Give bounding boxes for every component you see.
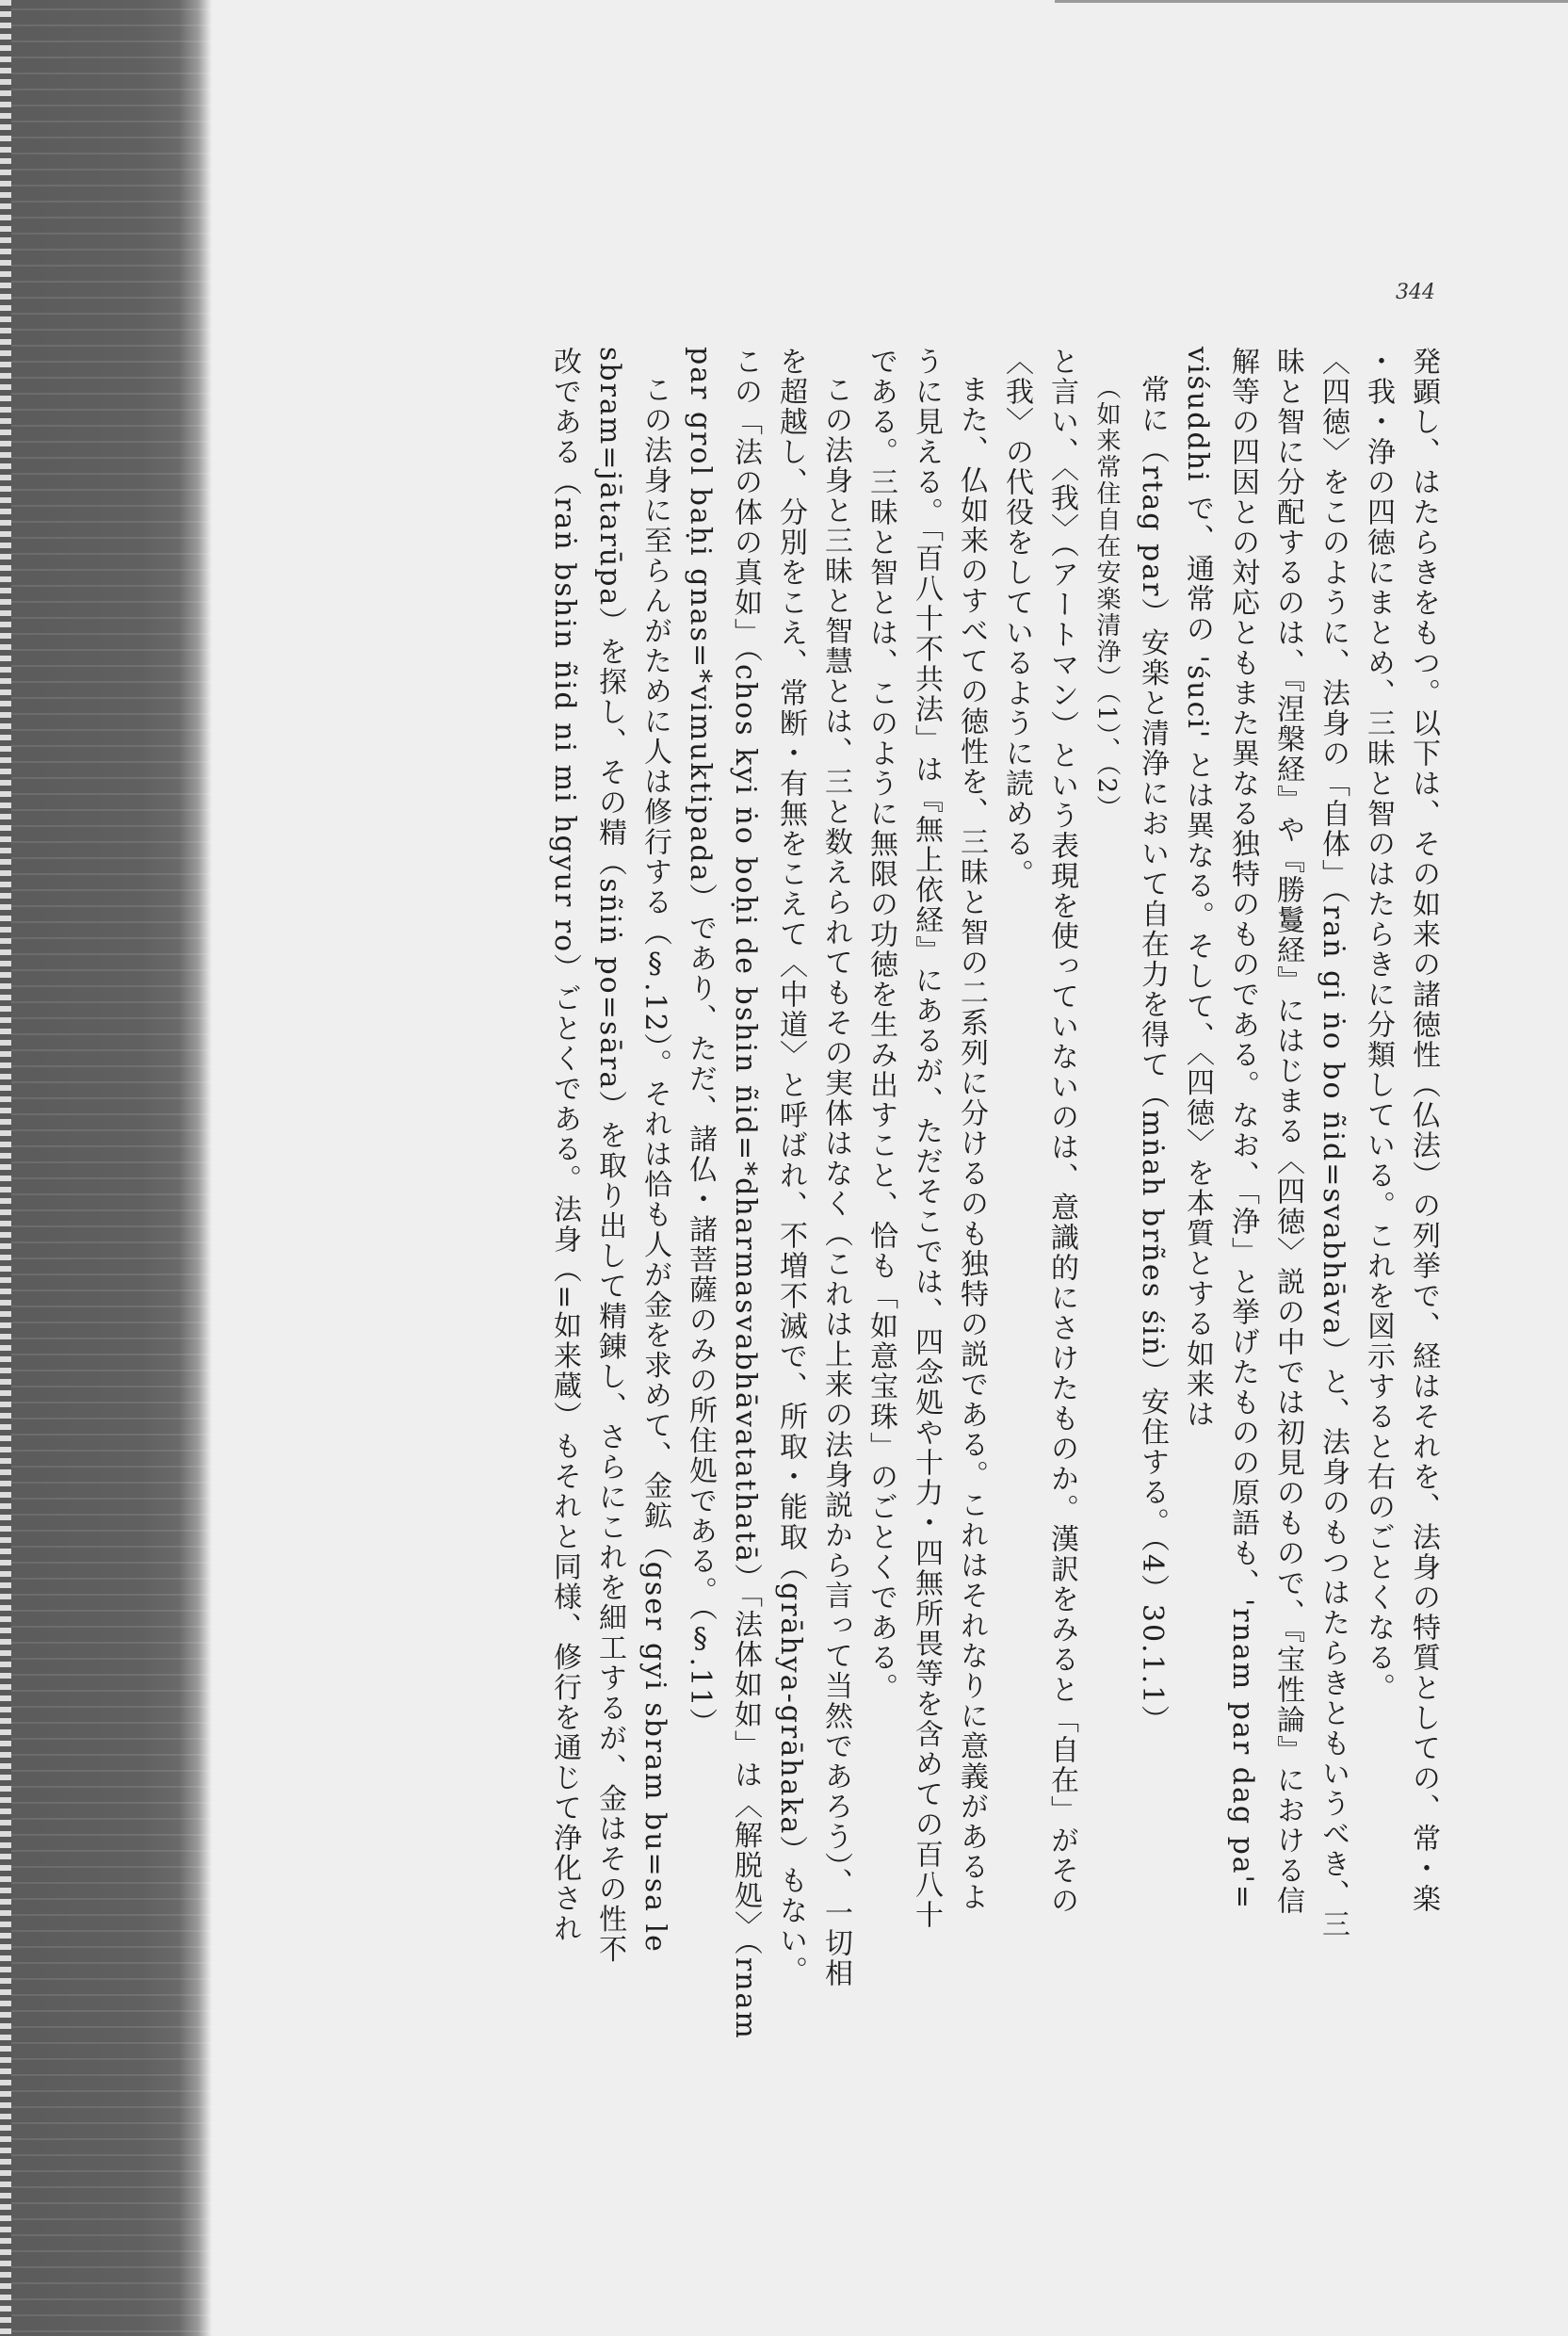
text-column: 〈我〉の代役をしているように読める。	[1000, 347, 1033, 889]
text-column: 解等の四因との対応ともまた異なる独特のものである。なお、「浄」と挙げたものの原語も、'rnam par dag pa'=	[1226, 347, 1259, 1911]
note-column: （如来常住自在安楽清浄）（1）、（2）	[1092, 375, 1121, 822]
text-column: うに見える。「百八十不共法」は『無上依経』にあるが、ただそこでは、四念処や十力・四無所畏等を含めての百八十	[910, 347, 943, 1930]
quoted-text-column: 常に（rtag par）安楽と清浄において自在力を得て（mṅah brñes śiṅ）安住する。（4）30.1.1）	[1136, 375, 1169, 1736]
text-column: と言い、〈我〉（アートマン）という表現を使っていないのは、意識的にさけたものか。漢訳をみると「自在」がその	[1045, 347, 1078, 1916]
paragraph-start-column: また、仏如来のすべての徳性を、三昧と智の二系列に分けるのも独特の説である。これはそれなりに意義があるよ	[955, 375, 988, 1912]
text-column: par grol baḥi gnas=*vimuktipada）であり、ただ、諸仏・諸菩薩のみの所住処である。（§.11）	[684, 347, 717, 1739]
text-column: 改である（raṅ bshin ñid ni mi hgyur ro）ごとくである。法身（=如来蔵）もそれと同様、修行を通じて浄化され	[548, 347, 581, 1944]
page-number: 344	[1396, 281, 1435, 304]
text-column: この「法の体の真如」（chos kyi ṅo boḥi de bshin ñid=*dharmasvabhāvatathatā）「法体如如」は〈解脱処〉（rnam	[729, 347, 762, 2040]
vertical-text-block	[542, 347, 1446, 2155]
text-column: 昧と智に分配するのは、『涅槃経』や『勝鬘経』にはじまる〈四徳〉説の中では初見のもので、『宝性論』における信	[1271, 347, 1304, 1916]
text-column: 〈四徳〉をこのように、法身の「自体」（raṅ gi ṅo bo ñid=svabhāva）と、法身のもつはたらきともいうべき、三	[1317, 347, 1350, 1939]
text-column: ・我・浄の四徳にまとめ、三昧と智のはたらきに分類している。これを図示すると右のごとくなる。	[1362, 347, 1395, 1703]
top-rule	[1055, 0, 1568, 3]
text-column: を超越し、分別をこえ、常断・有無をこえて〈中道〉と呼ばれ、不増不滅で、所取・能取（grāhya-grāhaka）もない。	[774, 347, 807, 1987]
scanned-binding-edge	[0, 0, 212, 2336]
paragraph-start-column: この法身と三昧と智慧とは、三と数えられてもその実体はなく（これは上来の法身説から言って当然であろう）、一切相	[819, 375, 852, 1988]
text-column: viśuddhi で、通常の 'śuci' とは異なる。そして、〈四徳〉を本質とする如来は	[1181, 347, 1214, 1430]
text-column: である。三昧と智とは、このように無限の功徳を生み出すこと、恰も「如意宝珠」のごとくである。	[865, 347, 897, 1703]
paragraph-start-column: この法身に至らんがために人は修行する（§.12）。それは恰も人が金を求めて、金鉱（gser gyi sbram bu=sa le	[639, 375, 671, 1954]
text-column: 発顕し、はたらきをもつ。以下は、その如来の諸徳性（仏法）の列挙で、経はそれを、法身の特質としての、常・楽	[1407, 347, 1440, 1914]
text-column: sbram=jātarūpa）を探し、その精（sñiṅ po=sāra）を取り出して精錬し、さらにこれを細工するが、金はその性不	[593, 347, 626, 1965]
